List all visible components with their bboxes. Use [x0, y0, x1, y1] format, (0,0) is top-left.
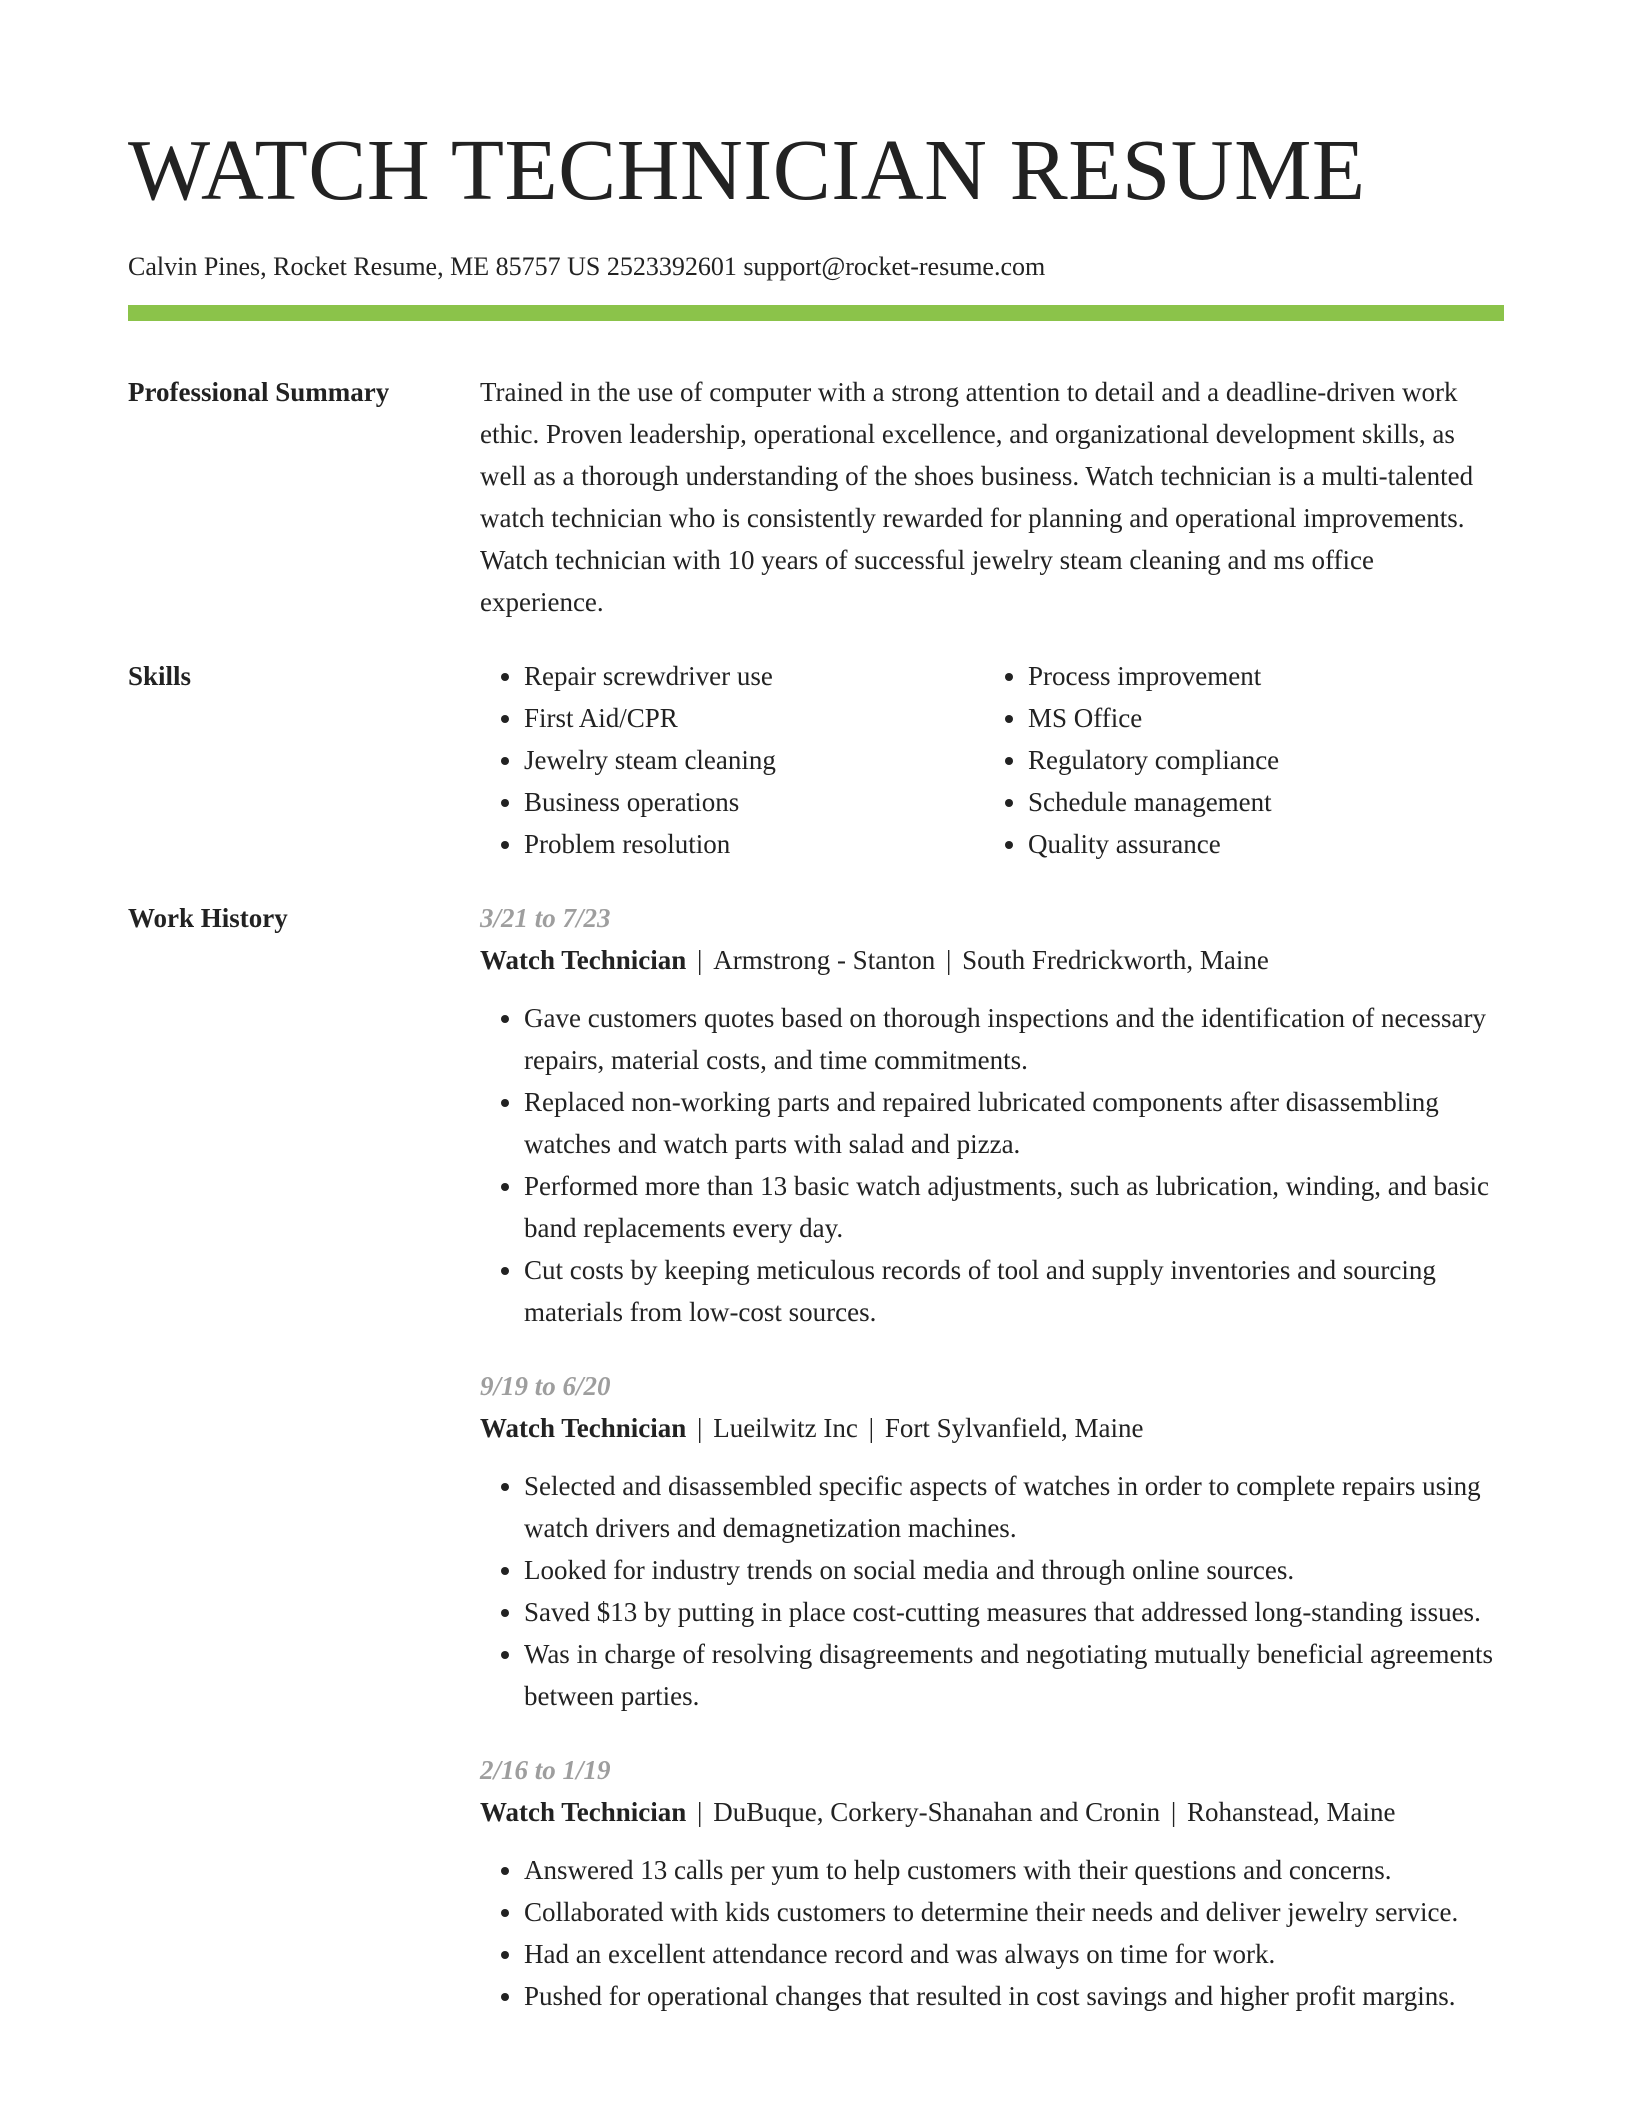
job-bullet: • Saved $13 by putting in place cost-cutting measures that addressed long-standing issues. — [524, 1591, 1504, 1633]
resume-title: WATCH TECHNICIAN RESUME — [128, 121, 1366, 218]
separator: | — [690, 945, 710, 975]
job-title: Watch Technician — [480, 1413, 687, 1443]
job-entry — [480, 897, 1504, 1333]
work-history-heading: Work History — [128, 903, 288, 933]
skill-item: • Quality assurance — [1028, 823, 1488, 865]
skills-body — [480, 655, 1504, 865]
work-history-section — [128, 897, 1504, 2049]
skill-item: • Schedule management — [1028, 781, 1488, 823]
summary-section — [128, 371, 1504, 623]
job-heading — [480, 1791, 1504, 1833]
skills-section — [128, 655, 1504, 865]
job-title: Watch Technician — [480, 1797, 687, 1827]
job-bullet: • Selected and disassembled specific aspects of watches in order to complete repairs using watch drivers and demagnetization machines. — [524, 1465, 1504, 1549]
job-date: 9/19 to 6/20 — [480, 1371, 611, 1401]
contact-line: Calvin Pines, Rocket Resume, ME 85757 US 2523392601 support@rocket-resume.com — [128, 252, 1046, 281]
separator: | — [690, 1413, 710, 1443]
job-bullet: • Was in charge of resolving disagreements and negotiating mutually beneficial agreements between parties. — [524, 1633, 1504, 1717]
job-bullet: • Performed more than 13 basic watch adjustments, such as lubrication, winding, and basic band replacements every day. — [524, 1165, 1504, 1249]
job-heading — [480, 1407, 1504, 1449]
resume-page — [128, 0, 1504, 2049]
job-bullet: • Replaced non-working parts and repaired lubricated components after disassembling watches and watch parts with salad and pizza. — [524, 1081, 1504, 1165]
skill-item: • Business operations — [524, 781, 984, 823]
summary-text: Trained in the use of computer with a strong attention to detail and a deadline-driven work ethic. Proven leadership, operational excellence, and organizational development skills, as well as a thorough understanding of the shoes business. Watch technician is a multi-talented watch technician who is consistently rewarded for planning and operational improvements. Watch technician with 10 years of successful jewelry steam cleaning and ms office experience. — [480, 377, 1474, 617]
job-entry — [480, 1749, 1504, 2017]
skill-item: • Process improvement — [1028, 655, 1488, 697]
skill-item: • Jewelry steam cleaning — [524, 739, 984, 781]
skills-list-left — [480, 655, 984, 865]
job-entry — [480, 1365, 1504, 1717]
skills-heading: Skills — [128, 661, 192, 691]
job-bullet: • Looked for industry trends on social media and through online sources. — [524, 1549, 1504, 1591]
job-bullet: • Gave customers quotes based on thorough inspections and the identification of necessary repairs, material costs, and time commitments. — [524, 997, 1504, 1081]
job-bullet-list — [480, 1465, 1504, 1717]
job-bullet: • Had an excellent attendance record and was always on time for work. — [524, 1933, 1504, 1975]
job-bullet-list — [480, 1849, 1504, 2017]
work-history-body — [480, 897, 1504, 2049]
separator: | — [690, 1797, 710, 1827]
job-date: 2/16 to 1/19 — [480, 1755, 611, 1785]
skill-item: • First Aid/CPR — [524, 697, 984, 739]
accent-divider — [128, 305, 1504, 321]
job-bullet: • Cut costs by keeping meticulous records of tool and supply inventories and sourcing materials from low-cost sources. — [524, 1249, 1504, 1333]
job-bullet: • Answered 13 calls per yum to help customers with their questions and concerns. — [524, 1849, 1504, 1891]
job-company: Lueilwitz Inc — [713, 1413, 858, 1443]
job-location: Rohanstead, Maine — [1187, 1797, 1396, 1827]
separator: | — [939, 945, 959, 975]
skills-list-right — [984, 655, 1488, 865]
skill-item: • Repair screwdriver use — [524, 655, 984, 697]
skill-item: • Regulatory compliance — [1028, 739, 1488, 781]
skill-item: • Problem resolution — [524, 823, 984, 865]
job-heading — [480, 939, 1504, 981]
job-company: Armstrong - Stanton — [713, 945, 936, 975]
separator: | — [861, 1413, 881, 1443]
job-title: Watch Technician — [480, 945, 687, 975]
job-bullet-list — [480, 997, 1504, 1333]
job-date: 3/21 to 7/23 — [480, 903, 611, 933]
separator: | — [1164, 1797, 1184, 1827]
skill-item: • MS Office — [1028, 697, 1488, 739]
job-bullet: • Pushed for operational changes that resulted in cost savings and higher profit margins. — [524, 1975, 1504, 2017]
job-company: DuBuque, Corkery-Shanahan and Cronin — [713, 1797, 1161, 1827]
skills-columns — [480, 655, 1504, 865]
job-location: Fort Sylvanfield, Maine — [884, 1413, 1144, 1443]
job-bullet: • Collaborated with kids customers to determine their needs and deliver jewelry service. — [524, 1891, 1504, 1933]
job-location: South Fredrickworth, Maine — [962, 945, 1269, 975]
summary-heading: Professional Summary — [128, 377, 390, 407]
summary-body — [480, 371, 1504, 623]
